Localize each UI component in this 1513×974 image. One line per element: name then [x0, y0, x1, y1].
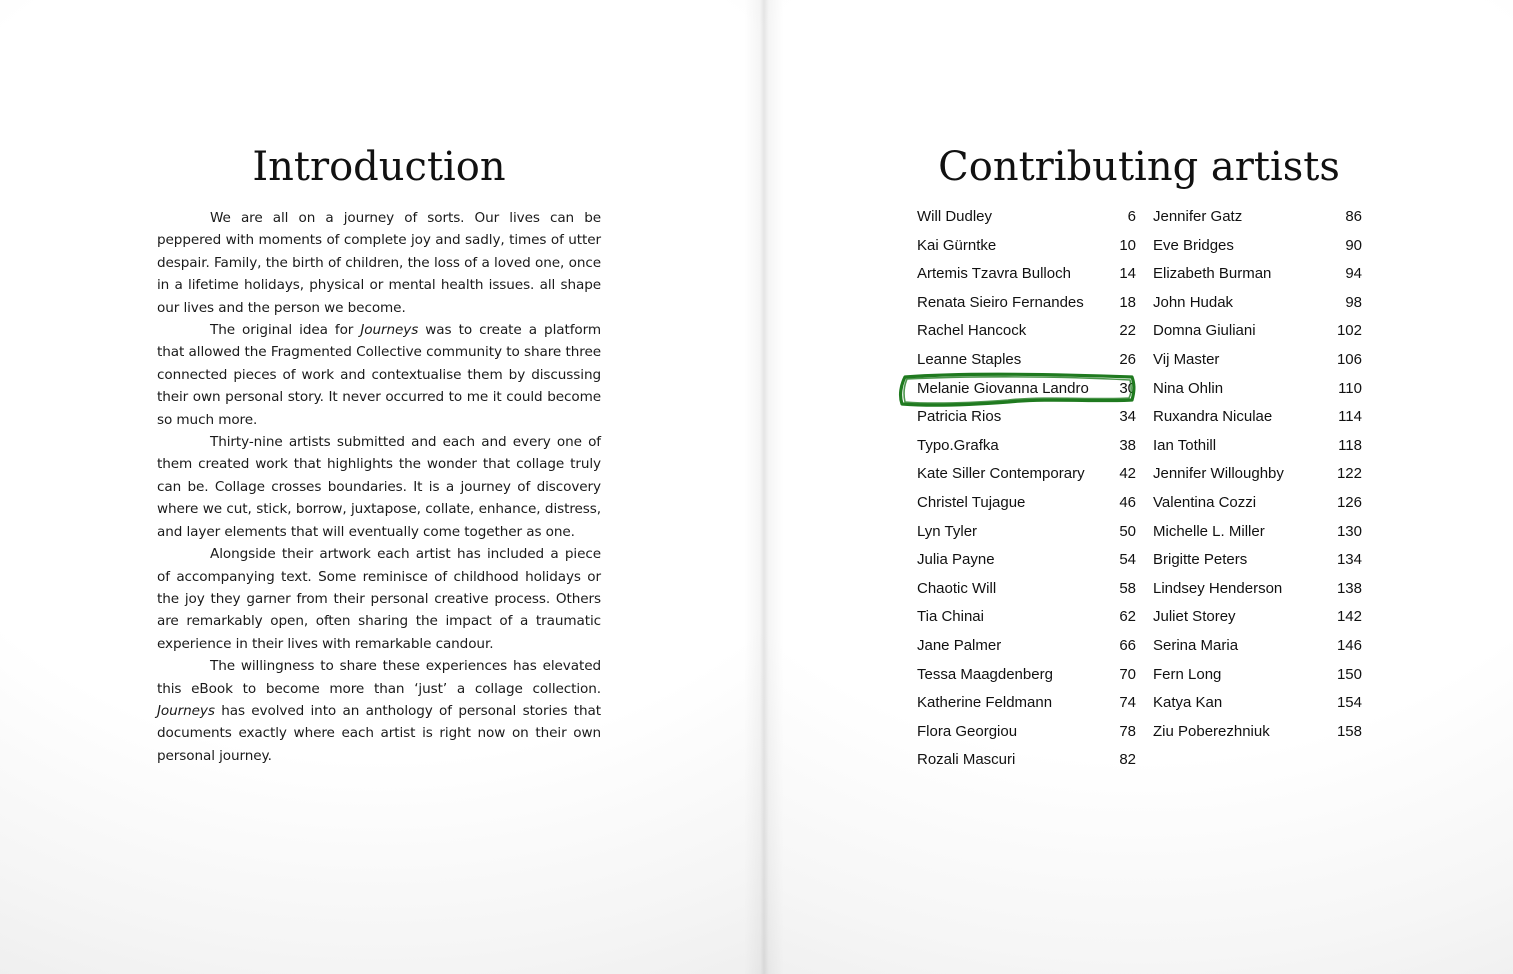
artist-page-number: 42 [1119, 465, 1136, 483]
artist-name: Patricia Rios [917, 408, 1002, 426]
artist-page-number: 6 [1127, 208, 1136, 225]
artist-page-number: 54 [1119, 551, 1136, 569]
artist-page-number: 142 [1336, 608, 1362, 626]
artist-name: Will Dudley [917, 208, 993, 225]
artist-name: Kate Siller Contemporary [917, 465, 1085, 483]
paragraph-text: has evolved into an anthology of personal stories that documents exactly where each artist is right now on their own personal journey. [157, 702, 601, 764]
intro-paragraph-3: Thirty-nine artists submitted and each and every one of them created work that highlights the wonder that collage truly can be. Collage crosses boundaries. It is a journey of discovery where we cut, stick, borrow, juxtapose, collate, enhance, distress, and layer elements that will eventually come together as one. [157, 434, 601, 540]
artist-page-number: 90 [1345, 236, 1362, 254]
artist-entry [917, 203, 1136, 232]
artist-name: Valentina Cozzi [1153, 493, 1257, 511]
artists-column-2 [1153, 203, 1362, 746]
artist-name: Vij Master [1153, 350, 1220, 368]
artist-page-number: 134 [1336, 551, 1362, 569]
artist-entry [917, 375, 1136, 404]
artist-page-number: 26 [1119, 350, 1136, 368]
artist-name: Renata Sieiro Fernandes [917, 293, 1084, 311]
artist-entry [1153, 232, 1362, 261]
artist-page-number: 78 [1119, 722, 1136, 740]
artist-entry [1153, 661, 1362, 690]
right-page [760, 0, 1513, 974]
artist-name: Artemis Tzavra Bulloch [917, 265, 1071, 283]
artist-name: Elizabeth Burman [1153, 265, 1272, 283]
artist-name: Melanie Giovanna Landro [917, 379, 1089, 397]
artist-entry [1153, 546, 1362, 575]
artist-entry [1153, 689, 1362, 718]
artist-page-number: 18 [1119, 293, 1136, 311]
artist-page-number: 146 [1336, 636, 1362, 654]
artist-name: Lindsey Henderson [1153, 579, 1283, 597]
artist-entry [1153, 346, 1362, 375]
artist-entry [917, 489, 1136, 518]
artist-name: John Hudak [1153, 293, 1234, 311]
artist-page-number: 62 [1119, 608, 1136, 626]
paragraph-text: The willingness to share these experiences has elevated this eBook to become more than ‘just’ a collage collection. [157, 658, 601, 697]
artist-page-number: 138 [1336, 579, 1362, 597]
artist-entry [1153, 460, 1362, 489]
artist-name: Jennifer Gatz [1153, 208, 1243, 225]
artist-page-number: 74 [1119, 694, 1136, 712]
artist-page-number: 30 [1119, 379, 1136, 397]
artist-page-number: 46 [1119, 493, 1136, 511]
artist-page-number: 130 [1336, 522, 1362, 540]
artist-name: Ruxandra Niculae [1153, 408, 1273, 426]
artist-page-number: 158 [1336, 722, 1362, 740]
book-title-italic: Journeys [360, 322, 419, 339]
artist-entry [917, 689, 1136, 718]
artist-page-number: 154 [1336, 694, 1362, 712]
artist-entry [1153, 289, 1362, 318]
artists-column-1 [917, 203, 1136, 775]
artist-page-number: 98 [1345, 293, 1362, 311]
paragraph-text: The original idea for [210, 322, 361, 339]
artist-name: Eve Bridges [1153, 236, 1234, 254]
artist-entry [1153, 203, 1362, 232]
artist-name: Kai Gürntke [917, 236, 997, 254]
artist-page-number: 106 [1336, 350, 1362, 368]
artist-name: Domna Giuliani [1153, 322, 1256, 340]
artist-page-number: 34 [1119, 408, 1136, 426]
artist-entry [917, 403, 1136, 432]
artist-page-number: 150 [1336, 665, 1362, 683]
artist-entry [917, 289, 1136, 318]
artist-entry [1153, 403, 1362, 432]
artist-entry [917, 460, 1136, 489]
artist-name: Jennifer Willoughby [1153, 465, 1284, 483]
artist-entry [917, 718, 1136, 747]
artist-entry [917, 575, 1136, 604]
artist-page-number: 50 [1119, 522, 1136, 540]
artist-entry [917, 317, 1136, 346]
artist-entry [1153, 518, 1362, 547]
artist-entry [917, 518, 1136, 547]
artist-name: Michelle L. Miller [1153, 522, 1265, 540]
artist-entry [917, 546, 1136, 575]
artist-entry [917, 746, 1136, 775]
artist-entry [1153, 575, 1362, 604]
artist-name: Brigitte Peters [1153, 551, 1248, 569]
artist-name: Leanne Staples [917, 350, 1022, 368]
artist-entry [1153, 632, 1362, 661]
artist-name: Katya Kan [1153, 694, 1223, 712]
intro-paragraph-4: Alongside their artwork each artist has included a piece of accompanying text. Some reminisce of childhood holidays or the joy they garner from their personal creative process. Others are remarkably open, often sharing the impact of a traumatic experience in their lives with remarkable candour. [157, 546, 601, 652]
artist-page-number: 118 [1338, 436, 1362, 454]
artist-name: Flora Georgiou [917, 722, 1018, 740]
artist-name: Typo.Grafka [917, 436, 999, 454]
artist-entry [917, 432, 1136, 461]
artist-page-number: 122 [1336, 465, 1362, 483]
artist-name: Christel Tujague [917, 493, 1026, 511]
artist-entry [917, 346, 1136, 375]
artist-name: Fern Long [1153, 665, 1222, 683]
intro-paragraph-1: We are all on a journey of sorts. Our lives can be peppered with moments of complete joy and sadly, times of utter despair. Family, the birth of children, the loss of a loved one, once in a lifetime holidays, physical or mental health issues. all shape our lives and the person we become. [157, 210, 601, 316]
artist-name: Rachel Hancock [917, 322, 1027, 340]
artist-page-number: 66 [1119, 636, 1136, 654]
artist-page-number: 110 [1338, 379, 1362, 397]
artist-name: Julia Payne [917, 551, 995, 569]
artist-page-number: 114 [1338, 408, 1362, 426]
page-title: Introduction [252, 144, 506, 190]
artist-name: Tessa Maagdenberg [917, 665, 1053, 683]
artist-name: Juliet Storey [1153, 608, 1236, 626]
artist-page-number: 86 [1345, 208, 1362, 225]
artist-name: Ziu Poberezhniuk [1153, 722, 1270, 740]
artist-name: Serina Maria [1153, 636, 1239, 654]
artist-name: Nina Ohlin [1153, 379, 1224, 397]
artist-page-number: 38 [1119, 436, 1136, 454]
page-title: Contributing artists [938, 144, 1340, 190]
artist-page-number: 10 [1119, 236, 1136, 254]
artist-entry [917, 632, 1136, 661]
artist-page-number: 94 [1345, 265, 1362, 283]
artist-entry [1153, 603, 1362, 632]
artist-entry [1153, 317, 1362, 346]
artist-entry [1153, 375, 1362, 404]
artist-name: Tia Chinai [917, 608, 984, 626]
artist-page-number: 14 [1119, 265, 1136, 283]
artist-name: Ian Tothill [1153, 436, 1217, 454]
intro-paragraph-2 [157, 319, 601, 431]
artist-entry [1153, 432, 1362, 461]
artist-name: Rozali Mascuri [917, 751, 1016, 769]
artist-entry [917, 661, 1136, 690]
artist-name: Chaotic Will [917, 579, 997, 597]
artist-page-number: 58 [1119, 579, 1136, 597]
artist-entry [917, 232, 1136, 261]
artist-entry [1153, 489, 1362, 518]
artist-name: Lyn Tyler [917, 522, 978, 540]
book-title-italic: Journeys [157, 702, 215, 719]
artist-entry [1153, 718, 1362, 747]
artist-page-number: 102 [1336, 322, 1362, 340]
artist-name: Jane Palmer [917, 636, 1002, 654]
artist-name: Katherine Feldmann [917, 694, 1053, 712]
introduction-text [157, 207, 601, 767]
intro-paragraph-5 [157, 655, 601, 767]
artist-entry [917, 260, 1136, 289]
artist-page-number: 126 [1336, 493, 1362, 511]
artist-entry [1153, 260, 1362, 289]
paragraph-text: was to create a platform that allowed the Fragmented Collective community to share three connected pieces of work and contextualise them by discussing their own personal story. It never occurred to me it could become so much more. [157, 322, 601, 428]
artist-entry [917, 603, 1136, 632]
artist-page-number: 22 [1119, 322, 1136, 340]
artist-page-number: 70 [1119, 665, 1136, 683]
artist-page-number: 82 [1119, 751, 1136, 769]
